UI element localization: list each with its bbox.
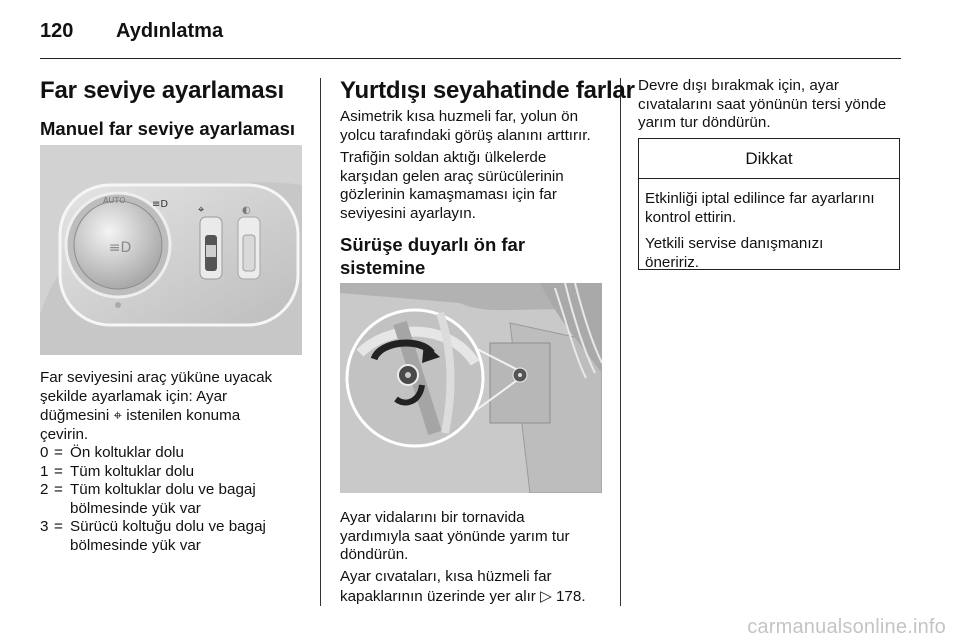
headlamp-range-icon: ⌖	[113, 406, 123, 424]
setting-number: 0	[40, 444, 49, 461]
text-line: cıvatalarını saat yönünün tersi yönde	[638, 95, 887, 113]
column-divider-1	[320, 78, 321, 606]
travel-paragraph-1	[340, 108, 605, 145]
setting-text	[70, 481, 302, 518]
notice-line: Yetkili servise danışmanızı	[645, 235, 824, 252]
setting-text-line: bölmesinde yük var	[70, 536, 201, 554]
text-line: yolcu tarafındaki görüş alanını arttırır.	[340, 126, 591, 144]
travel-paragraph-2	[340, 149, 605, 223]
text-line: gözlerinin kamaşmaması için far	[340, 186, 557, 203]
text-line: döndürün.	[340, 546, 409, 563]
screw-paragraph	[340, 509, 605, 565]
auto-label: AUTO	[103, 196, 126, 205]
disable-paragraph	[638, 77, 903, 133]
section-heading-headlamp-range: Far seviye ayarlaması	[40, 77, 284, 104]
notice-title: Dikkat	[639, 139, 899, 179]
text-line: yarım tur döndürün.	[638, 114, 771, 131]
subheading-manual-range: Manuel far seviye ayarlaması	[40, 118, 296, 139]
setting-number: 3	[40, 518, 49, 535]
header-rule	[40, 58, 901, 59]
setting-number: 1	[40, 462, 49, 480]
intro-line	[40, 406, 302, 426]
setting-equals: =	[54, 444, 63, 461]
text-line: Trafiğin soldan aktığı ülkelerde	[340, 149, 547, 166]
text-line: karşıdan gelen araç sürücülerinin	[340, 167, 564, 185]
setting-text: Ön koltuklar dolu	[70, 444, 184, 461]
setting-text-line: Sürücü koltuğu dolu ve bagaj	[70, 518, 266, 535]
text-segment: kapaklarının üzerinde yer alır	[340, 587, 541, 605]
intro-line: şekilde ayarlamak için: Ayar	[40, 387, 228, 405]
adjuster-screw-illustration	[340, 283, 602, 493]
notice-body	[639, 179, 899, 278]
intro-line: Far seviyesini araç yüküne uyacak	[40, 369, 273, 386]
page-reference-icon: ▷	[540, 586, 552, 605]
text-line: Ayar vidalarını bir tornavida	[340, 509, 525, 526]
text-line: yardımıyla saat yönünde yarım tur	[340, 527, 570, 545]
setting-text-line: Tüm koltuklar dolu ve bagaj	[70, 481, 256, 498]
chapter-title: Aydınlatma	[116, 20, 224, 42]
text-line	[340, 587, 615, 607]
list-item	[40, 481, 302, 518]
section-heading-travel-abroad: Yurtdışı seyahatinde farlar	[340, 77, 635, 104]
intro-paragraph	[40, 369, 302, 444]
text-line: Ayar cıvataları, kısa hüzmeli far	[340, 568, 552, 585]
page-reference-link[interactable]: 178.	[551, 587, 586, 605]
list-item	[40, 518, 302, 555]
intro-line: çevirin.	[40, 425, 89, 443]
svg-text:≡D: ≡D	[152, 199, 169, 210]
setting-text	[70, 518, 302, 555]
watermark: carmanualsonline.info	[747, 616, 946, 638]
light-switch-drawing	[40, 145, 302, 355]
intro-text: düğmesini	[40, 407, 114, 424]
setting-equals: =	[54, 481, 63, 498]
subheading-line: Sürüşe duyarlı ön far sistemine	[340, 234, 526, 278]
bolts-paragraph	[340, 568, 615, 606]
light-switch-illustration	[40, 145, 302, 355]
setting-text: Tüm koltuklar dolu	[70, 462, 195, 480]
text-line: Asimetrik kısa huzmeli far, yolun ön	[340, 108, 579, 125]
notice-line: kontrol ettirin.	[645, 208, 737, 226]
setting-equals: =	[54, 462, 63, 480]
notice-line: Etkinliği iptal edilince far ayarlarını	[645, 190, 875, 207]
svg-text:⌖: ⌖	[198, 203, 205, 216]
notice-line: öneririz.	[645, 253, 700, 271]
column-divider-2	[620, 78, 621, 606]
intro-text: istenilen konuma	[122, 407, 241, 424]
svg-text:◐: ◐	[242, 205, 251, 216]
setting-text-line: bölmesinde yük var	[70, 499, 201, 517]
page-number: 120	[40, 20, 74, 42]
adjuster-screw-drawing	[340, 283, 602, 493]
setting-number: 2	[40, 481, 49, 498]
setting-equals: =	[54, 518, 63, 535]
range-settings-list	[40, 444, 302, 555]
list-item	[40, 444, 302, 463]
text-line: seviyesini ayarlayın.	[340, 204, 476, 222]
notice-box	[638, 138, 900, 270]
svg-text:≡D: ≡D	[108, 240, 132, 256]
text-line: Devre dışı bırakmak için, ayar	[638, 77, 839, 94]
list-item	[40, 463, 302, 482]
